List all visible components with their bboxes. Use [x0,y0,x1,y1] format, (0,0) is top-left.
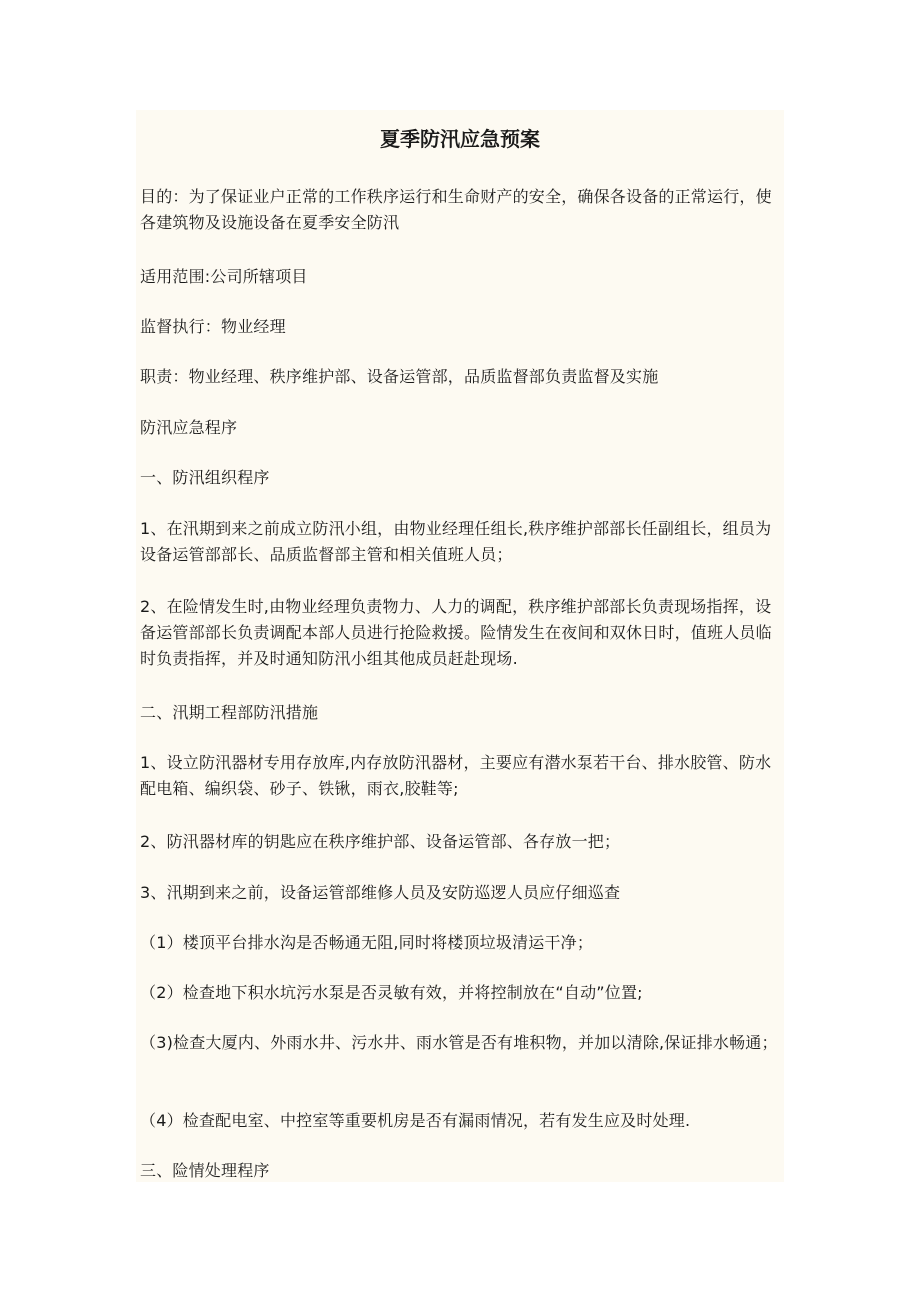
paragraph-supervision: 监督执行：物业经理 [140,317,286,336]
paragraph-purpose: 目的：为了保证业户正常的工作秩序运行和生命财产的安全，确保各设备的正常运行，使各建筑物及设施设备在夏季安全防汛 [140,187,772,232]
paragraph-duties: 职责：物业经理、秩序维护部、设备运管部，品质监督部负责监督及实施 [140,367,659,386]
paragraph-2-1: 1、设立防汛器材专用存放库,内存放防汛器材，主要应有潜水泵若干台、排水胶管、防水配电箱、编织袋、砂子、铁锹，雨衣,胶鞋等; [140,753,772,798]
paragraph-2-2: 2、防汛器材库的钥匙应在秩序维护部、设备运管部、各存放一把； [140,832,621,851]
paragraph-scope: 适用范围:公司所辖项目 [140,267,308,286]
document-title: 夏季防汛应急预案 [380,127,540,151]
document-page [136,110,784,1182]
section-heading-2: 二、汛期工程部防汛措施 [140,703,319,722]
paragraph-check-1: （1）楼顶平台排水沟是否畅通无阻,同时将楼顶垃圾清运干净； [140,933,594,952]
paragraph-check-3: （3)检查大厦内、外雨水井、污水井、雨水管是否有堆积物，并加以清除,保证排水畅通； [140,1033,778,1052]
section-heading-3: 三、险情处理程序 [140,1161,270,1180]
paragraph-2-3: 3、汛期到来之前，设备运管部维修人员及安防巡逻人员应仔细巡查 [140,883,621,902]
paragraph-check-2: （2）检查地下积水坑污水泵是否灵敏有效，并将控制放在“自动”位置; [140,983,643,1002]
paragraph-check-4: （4）检查配电室、中控室等重要机房是否有漏雨情况，若有发生应及时处理. [140,1111,691,1130]
paragraph-1-2: 2、在险情发生时,由物业经理负责物力、人力的调配，秩序维护部部长负责现场指挥，设备运管部部长负责调配本部人员进行抢险救援。险情发生在夜间和双休日时，值班人员临时负责指挥，并及时通知防汛小组其他成员赶赴现场. [140,597,772,668]
paragraph-procedure-heading: 防汛应急程序 [140,418,238,437]
section-heading-1: 一、防汛组织程序 [140,468,270,487]
paragraph-1-1: 1、在汛期到来之前成立防汛小组，由物业经理任组长,秩序维护部部长任副组长，组员为设备运管部部长、品质监督部主管和相关值班人员； [140,519,772,564]
